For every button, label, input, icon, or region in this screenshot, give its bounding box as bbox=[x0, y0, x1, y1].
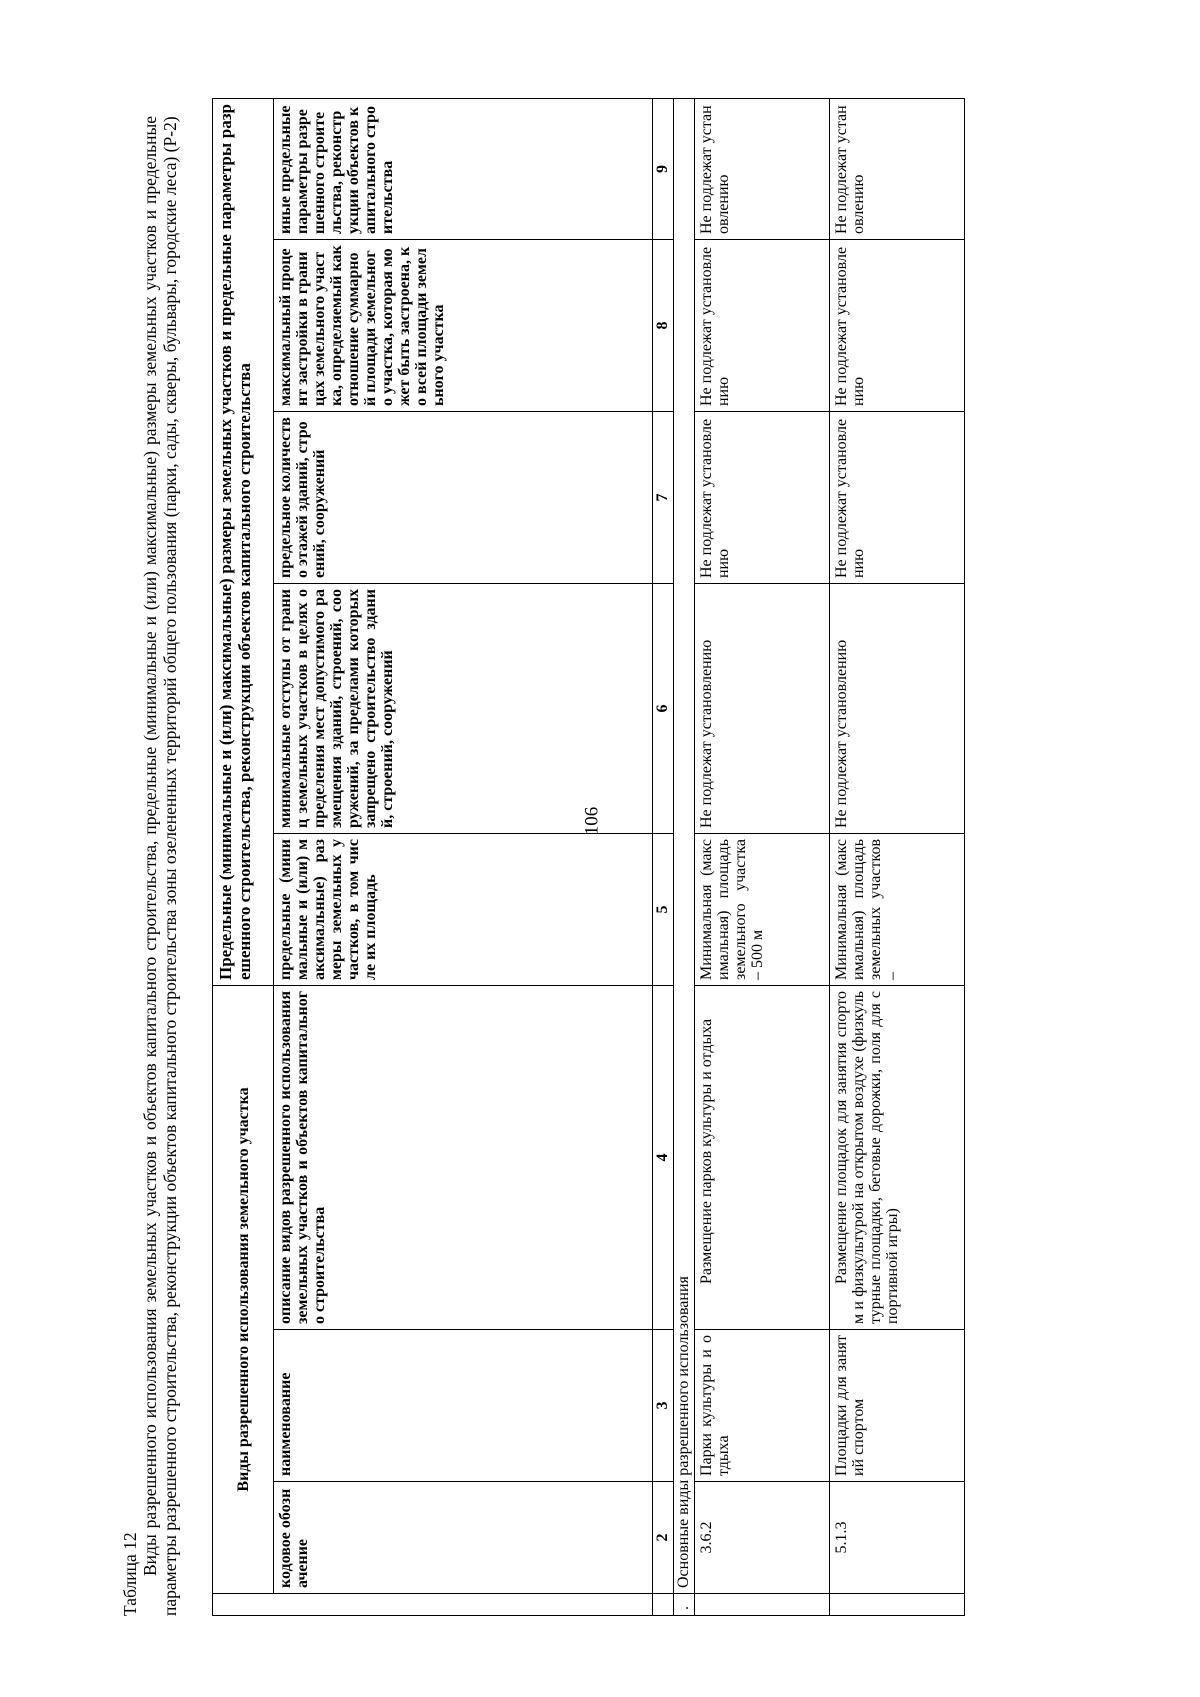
cell-floors: Не подлежат установлению bbox=[830, 412, 965, 584]
cell-setbacks: Не подлежат установлению bbox=[695, 584, 830, 834]
cell-name: Площадки для занятий спортом bbox=[830, 1330, 965, 1482]
column-number-row bbox=[653, 98, 674, 1615]
col-number: 4 bbox=[653, 986, 674, 1330]
header-group-right: Предельные (минимальные и (или) максимальные) размеры земельных участков и предельные параметры разрешенного строительства, реконструкции объектов капитального строительства bbox=[213, 98, 274, 985]
cell-coverage: Не подлежат установлению bbox=[830, 240, 965, 412]
col-header-other: иные предельные параметры разрешенного строительства, реконструкции объектов капитального строительства bbox=[274, 98, 653, 239]
cell-name: Парки культуры и отдыха bbox=[695, 1330, 830, 1482]
cell-other: Не подлежат установлению bbox=[695, 98, 830, 239]
col-number: 5 bbox=[653, 834, 674, 986]
cell-code: 3.6.2 bbox=[695, 1482, 830, 1594]
table-row bbox=[695, 98, 830, 1615]
cell-coverage: Не подлежат установлению bbox=[695, 240, 830, 412]
col-header-setbacks: минимальные отступы от границ земельных участков в целях определения мест допустимого размещения зданий, строений, сооружений, за пределами которых запрещено строительство зданий, строений, сооружений bbox=[274, 584, 653, 834]
row-marker-cell bbox=[830, 1594, 965, 1616]
table-number: Таблица 12 bbox=[120, 1532, 140, 1616]
cell-code: 5.1.3 bbox=[830, 1482, 965, 1594]
section-marker: . bbox=[674, 1594, 695, 1616]
permitted-use-table bbox=[212, 98, 965, 1616]
col-number-marker bbox=[653, 1594, 674, 1616]
col-header-description: описание видов разрешенного использования земельных участков и объектов капитального строительства bbox=[274, 986, 653, 1330]
header-row-columns bbox=[274, 98, 653, 1615]
col-header-name: наименование bbox=[274, 1330, 653, 1482]
header-group-left: Виды разрешенного использования земельного участка bbox=[213, 986, 274, 1594]
table-caption bbox=[120, 116, 180, 1616]
col-number: 8 bbox=[653, 240, 674, 412]
col-header-floors: предельное количество этажей зданий, строений, сооружений bbox=[274, 412, 653, 584]
page-number: 106 bbox=[581, 806, 603, 836]
cell-area: Минимальная (максимальная) площадь земельных участков – bbox=[830, 834, 965, 986]
section-row bbox=[674, 98, 695, 1615]
cell-area: Минимальная (максимальная) площадь земельного участка – 500 м bbox=[695, 834, 830, 986]
row-marker-cell bbox=[695, 1594, 830, 1616]
col-number: 9 bbox=[653, 98, 674, 239]
col-header-coverage: максимальный процент застройки в границах земельного участка, определяемый как отношение суммарной площади земельного участка, которая может быть застроена, ко всей площади земельного участка bbox=[274, 240, 653, 412]
col-number: 7 bbox=[653, 412, 674, 584]
rotated-page-content bbox=[120, 80, 1080, 1640]
row-marker-header bbox=[213, 1594, 653, 1616]
col-number: 3 bbox=[653, 1330, 674, 1482]
col-header-code: кодовое обозначение bbox=[274, 1482, 653, 1594]
table-title: Виды разрешенного использования земельных участков и объектов капитального строительства, предельные (минимальные и (или) максимальные) размеры земельных участков и предельные параметры разрешенного строительства, реконструкции объектов капитального строительства зоны озелененных территорий общего пользования (парки, сады, скверы, бульвары, городские леса) (Р-2) bbox=[140, 116, 180, 1616]
section-title: Основные виды разрешенного использования bbox=[674, 98, 695, 1593]
cell-description: Размещение парков культуры и отдыха bbox=[695, 986, 830, 1330]
cell-other: Не подлежат установлению bbox=[830, 98, 965, 239]
cell-floors: Не подлежат установлению bbox=[695, 412, 830, 584]
table-row bbox=[830, 98, 965, 1615]
cell-description: Размещение площадок для занятия спортом и физкультурой на открытом воздухе (физкультурные площадки, беговые дорожки, поля для спортивной игры) bbox=[830, 986, 965, 1330]
col-number: 2 bbox=[653, 1482, 674, 1594]
col-number: 6 bbox=[653, 584, 674, 834]
header-row-groups bbox=[213, 98, 274, 1615]
col-header-area: предельные (минимальные и (или) максимальные) размеры земельных участков, в том числе их площадь bbox=[274, 834, 653, 986]
cell-setbacks: Не подлежат установлению bbox=[830, 584, 965, 834]
